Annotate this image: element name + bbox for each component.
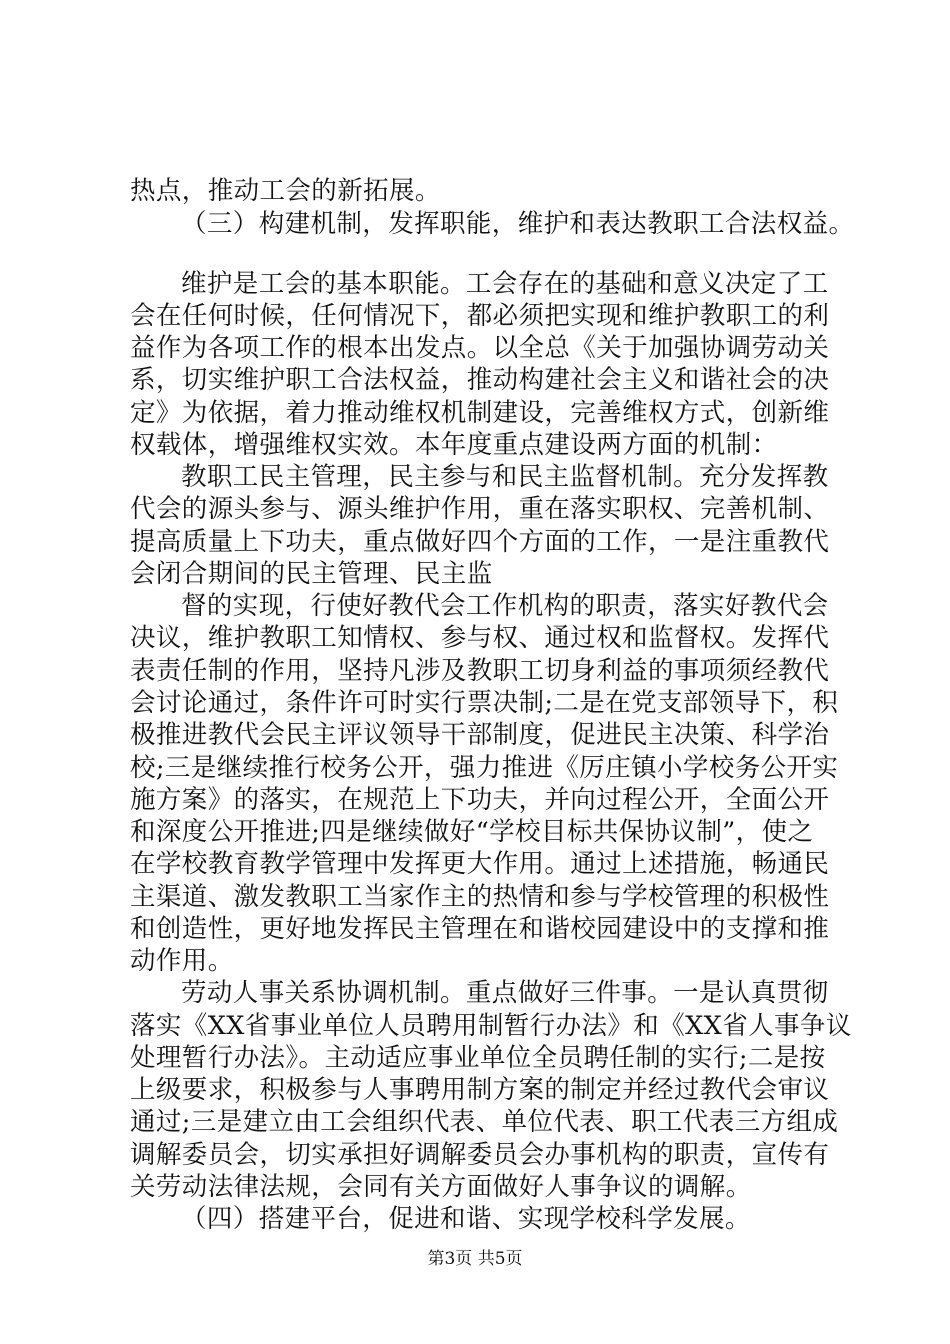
text-line: 劳动人事关系协调机制。重点做好三件事。一是认真贯彻 (181, 978, 829, 1008)
text-line: 代会的源头参与、源头维护作用，重在落实职权、完善机制、 (130, 494, 830, 524)
text-line: 落实《XX省事业单位人员聘用制暂行办法》和《XX省人事争议 (130, 1011, 852, 1041)
text-line: 动作用。 (130, 946, 234, 976)
text-line: 主渠道、激发教职工当家作主的热情和参与学校管理的积极性 (130, 882, 830, 912)
page-number-footer: 第3页 共5页 (427, 1249, 523, 1269)
text-line: 和创造性，更好地发挥民主管理在和谐校园建设中的支撑和推 (130, 914, 830, 944)
text-line: 会讨论通过，条件许可时实行票决制;二是在党支部领导下，积 (130, 688, 839, 718)
text-line: 热点，推动工会的新拓展。 (130, 176, 441, 206)
text-line: 和深度公开推进;四是继续做好“学校目标共保协议制”，使之 (130, 817, 814, 847)
text-line: 系，切实维护职工合法权益，推动构建社会主义和谐社会的决 (130, 365, 830, 395)
text-line: 决议，维护教职工知情权、参与权、通过权和监督权。发挥代 (130, 623, 830, 653)
text-line: 在学校教育教学管理中发挥更大作用。通过上述措施，畅通民 (130, 849, 830, 879)
text-line: 益作为各项工作的根本出发点。以全总《关于加强协调劳动关 (130, 333, 830, 363)
text-line: 处理暂行办法》。主动适应事业单位全员聘任制的实行;二是按 (130, 1043, 826, 1073)
text-line: 会闭合期间的民主管理、民主监 (130, 559, 493, 589)
text-line: 校;三是继续推行校务公开，强力推进《厉庄镇小学校务公开实 (130, 753, 839, 783)
text-line: 提高质量上下功夫，重点做好四个方面的工作，一是注重教代 (130, 527, 830, 557)
text-line: 会在任何时候，任何情况下，都必须把实现和维护教职工的利 (130, 301, 830, 331)
text-line: 调解委员会，切实承担好调解委员会办事机构的职责，宣传有 (130, 1140, 830, 1170)
text-line: 关劳动法律法规，会同有关方面做好人事争议的调解。 (130, 1172, 752, 1202)
text-line: 维护是工会的基本职能。工会存在的基础和意义决定了工 (181, 269, 829, 299)
text-line: 表责任制的作用，坚持凡涉及教职工切身利益的事项须经教代 (130, 656, 830, 686)
text-line: 督的实现，行使好教代会工作机构的职责，落实好教代会 (181, 591, 829, 621)
section-heading: （四）搭建平台，促进和谐、实现学校科学发展。 (181, 1204, 751, 1234)
text-line: 通过;三是建立由工会组织代表、单位代表、职工代表三方组成 (130, 1107, 839, 1137)
section-heading: （三）构建机制，发挥职能，维护和表达教职工合法权益。 (181, 209, 855, 239)
text-line: 权载体，增强维权实效。本年度重点建设两方面的机制： (130, 430, 778, 460)
text-line: 教职工民主管理，民主参与和民主监督机制。充分发挥教 (181, 462, 829, 492)
text-line: 极推进教代会民主评议领导干部制度，促进民主决策、科学治 (130, 720, 830, 750)
text-line: 上级要求，积极参与人事聘用制方案的制定并经过教代会审议 (130, 1075, 830, 1105)
text-line: 施方案》的落实，在规范上下功夫，并向过程公开，全面公开 (130, 785, 830, 815)
text-line: 定》为依据，着力推动维权机制建设，完善维权方式，创新维 (130, 398, 830, 428)
